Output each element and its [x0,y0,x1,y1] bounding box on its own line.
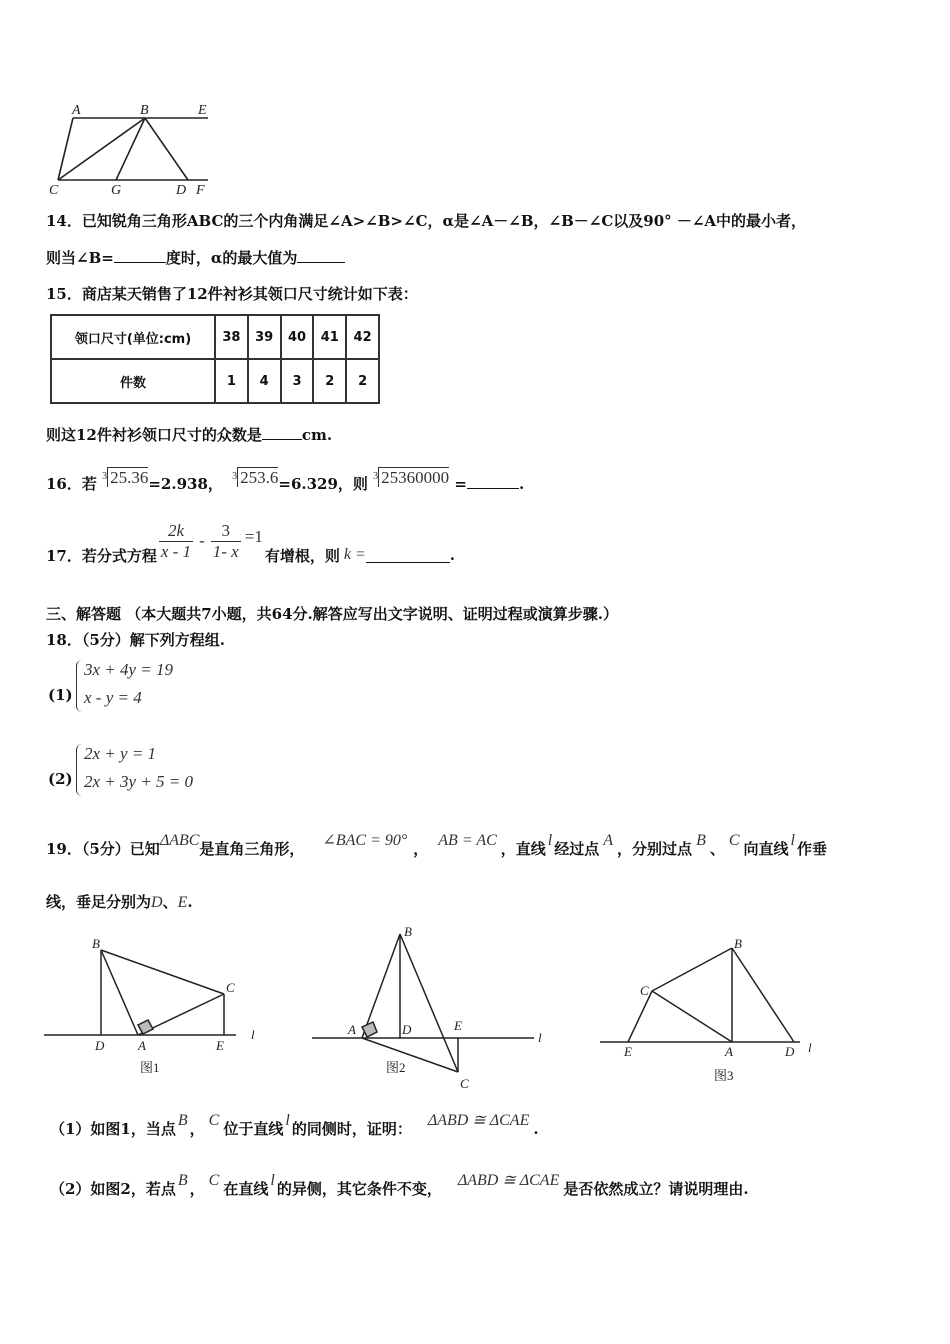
fig2-label-l: l [538,1030,542,1045]
q17-equals-1: =1 [244,527,263,546]
q19-text: 作垂 [797,840,828,858]
q19-1-text: . [533,1120,539,1138]
question-15-answer [46,424,332,445]
q19-ab-ac: AB = AC [438,832,497,849]
question-19-part2 [50,1172,749,1206]
section-3-heading: 三、解答题 （本大题共7小题，共64分.解答应写出文字说明、证明过程或演算步骤.） [46,605,618,623]
q19-1-point-b: B [177,1112,188,1129]
q19-1-text: ， [189,1120,205,1138]
q19-2-congruence: ΔABD ≅ ΔCAE [457,1172,560,1189]
fig3-label-B: B [734,936,742,951]
answer-blank-cube-root [467,474,519,489]
q19-text: ，直线 [500,840,546,858]
fraction-2-denominator: 1- x [212,541,239,561]
q19-angle-bac: ∠BAC = 90° [322,832,408,849]
system-brace-1 [76,660,83,712]
cube-root-3: 25360000 [378,467,449,487]
collar-size-table [50,314,380,404]
q18-part1-eq1: 3x + 4y = 19 [84,660,174,679]
q19-foot-d: D [151,894,163,911]
table-row-counts [51,359,379,403]
q17-k: k = [343,546,366,563]
q18-part2-eq1: 2x + y = 1 [84,744,157,763]
q19-1-point-c: C [208,1112,220,1129]
fig1-label-C: C [226,980,235,995]
label-A: A [72,103,81,118]
fig2-label-B: B [404,924,412,939]
q19-2-point-c: C [208,1172,220,1189]
question-16: 16．若 $^3$ 25.36=2.938， $^3$ 253.6=6.329，则 $^3$ 25360000 = . [46,468,525,493]
fig2-label-D: D [402,1022,412,1037]
fig3-label-l: l [808,1040,812,1055]
label-D: D [176,183,187,198]
fig3-label-E: E [624,1044,632,1059]
q19-text: 是直角三角形， [199,840,305,858]
fraction-1-denominator: x - 1 [160,541,192,561]
q19-1-line-l: l [285,1112,290,1129]
q19-text: ， [413,840,429,858]
q19-1-text: 的同侧时，证明： [291,1120,412,1138]
fraction-2 [211,521,241,562]
question-19-line2 [46,891,193,912]
q19-line-l-2: l [790,832,795,849]
table-header-label: 领口尺寸(单位:cm) [51,315,215,359]
q18-part2-label: (2) [48,770,73,788]
geometry-figure-2 [312,922,548,1094]
table-cell: 38 [215,315,248,359]
q19-point-c: C [728,832,740,849]
fig3-caption: 图3 [714,1068,734,1083]
table-cell: 41 [313,315,346,359]
fig1-label-D: D [95,1038,105,1053]
label-E: E [198,103,207,118]
q19-point-a: A [603,832,614,849]
geometry-figure-3 [598,934,824,1086]
q17-middle: 有增根，则 [264,546,340,565]
table-count-label: 件数 [51,359,215,403]
q14-text-a: 则当∠B= [46,249,114,267]
geometry-figure-1 [44,932,270,1080]
q19-2-line-l: l [270,1172,275,1189]
q19-2-text: 的异侧，其它条件不变， [276,1180,442,1198]
q15-text-b: cm. [301,426,333,444]
table-cell: 2 [313,359,346,403]
cube-root-1: 25.36 [107,467,148,487]
q16-value-2: =6.329，则 [278,475,368,493]
q19-text: 经过点 [554,840,600,858]
fig1-label-l: l [251,1027,255,1042]
answer-blank-angle-b [114,248,166,263]
question-19-line1 [46,832,828,866]
q16-value-1: =2.938， [148,475,223,493]
q19-text: . [187,893,193,911]
fig3-label-D: D [785,1044,795,1059]
cube-root-2: 253.6 [237,467,278,487]
q14-text-b: 度时，α的最大值为 [165,249,298,267]
geometry-figure-13 [48,100,223,198]
fig1-label-A: A [138,1038,146,1053]
table-cell: 3 [281,359,314,403]
q19-line-l: l [547,832,553,849]
fraction-1-numerator: 2k [159,521,193,542]
question-14-line1: 14．已知锐角三角形ABC的三个内角满足∠A>∠B>∠C，α是∠A－∠B，∠B－∠C以及90° －∠A中的最小者， [46,212,807,230]
q19-text: 、 [162,893,178,911]
question-15-intro: 15．商店某天销售了12件衬衫其领口尺寸统计如下表： [46,285,418,303]
question-18-title: 18．（5分）解下列方程组. [46,631,226,649]
q19-2-text: 是否依然成立？请说明理由. [563,1180,749,1198]
q19-text: 、 [709,840,725,858]
label-B: B [140,103,149,118]
q19-triangle-abc: ΔABC [159,832,200,849]
label-C: C [49,183,59,198]
fig2-label-C: C [460,1076,469,1091]
q18-part1-eq2: x - y = 4 [84,688,142,707]
q18-part2-eq2: 2x + 3y + 5 = 0 [84,772,194,791]
label-G: G [111,183,122,198]
answer-blank-k [366,548,450,563]
table-cell: 1 [215,359,248,403]
q19-2-text: 在直线 [223,1180,269,1198]
fig3-label-A: A [725,1044,733,1059]
fig1-label-B: B [92,936,100,951]
q17-prefix: 17．若分式方程 [46,546,157,565]
question-14-line2 [46,247,345,268]
q19-text: 向直线 [743,840,789,858]
q18-part1-label: (1) [48,686,73,704]
fig2-label-A: A [348,1022,356,1037]
fig2-caption: 图2 [386,1060,406,1075]
table-cell: 40 [281,315,314,359]
q19-2-text: ， [189,1180,205,1198]
q19-2-point-b: B [177,1172,188,1189]
q19-text: ，分别过点 [617,840,693,858]
q19-foot-e: E [177,894,188,911]
q19-text: 19．（5分）已知 [46,840,160,858]
q16-equals: = [454,475,467,493]
table-cell: 2 [346,359,379,403]
q17-minus: - [199,531,205,550]
q16-prefix: 16．若 [46,475,97,493]
q15-text-a: 则这12件衬衫领口尺寸的众数是 [46,426,262,444]
fig2-label-E: E [454,1018,462,1033]
system-brace-2 [76,744,83,796]
question-19-part1 [50,1112,539,1146]
question-17 [46,518,455,564]
label-F: F [196,183,205,198]
q19-1-text: 位于直线 [223,1120,284,1138]
answer-blank-mode [262,425,302,440]
fig1-label-E: E [216,1038,224,1053]
q19-point-b: B [696,832,706,849]
table-row-sizes [51,315,379,359]
fig3-label-C: C [640,983,649,998]
q17-end: . [449,546,455,564]
q19-1-congruence: ΔABD ≅ ΔCAE [427,1112,530,1129]
table-cell: 42 [346,315,379,359]
answer-blank-alpha [297,248,345,263]
q16-end: . [518,475,525,493]
q19-1-text: （1）如图1，当点 [50,1120,176,1138]
table-cell: 39 [248,315,281,359]
table-cell: 4 [248,359,281,403]
fraction-1 [159,521,193,562]
q19-2-text: （2）如图2，若点 [50,1180,176,1198]
fraction-2-numerator: 3 [211,521,241,542]
q19-text: 线，垂足分别为 [46,893,152,911]
fig1-caption: 图1 [140,1060,160,1075]
